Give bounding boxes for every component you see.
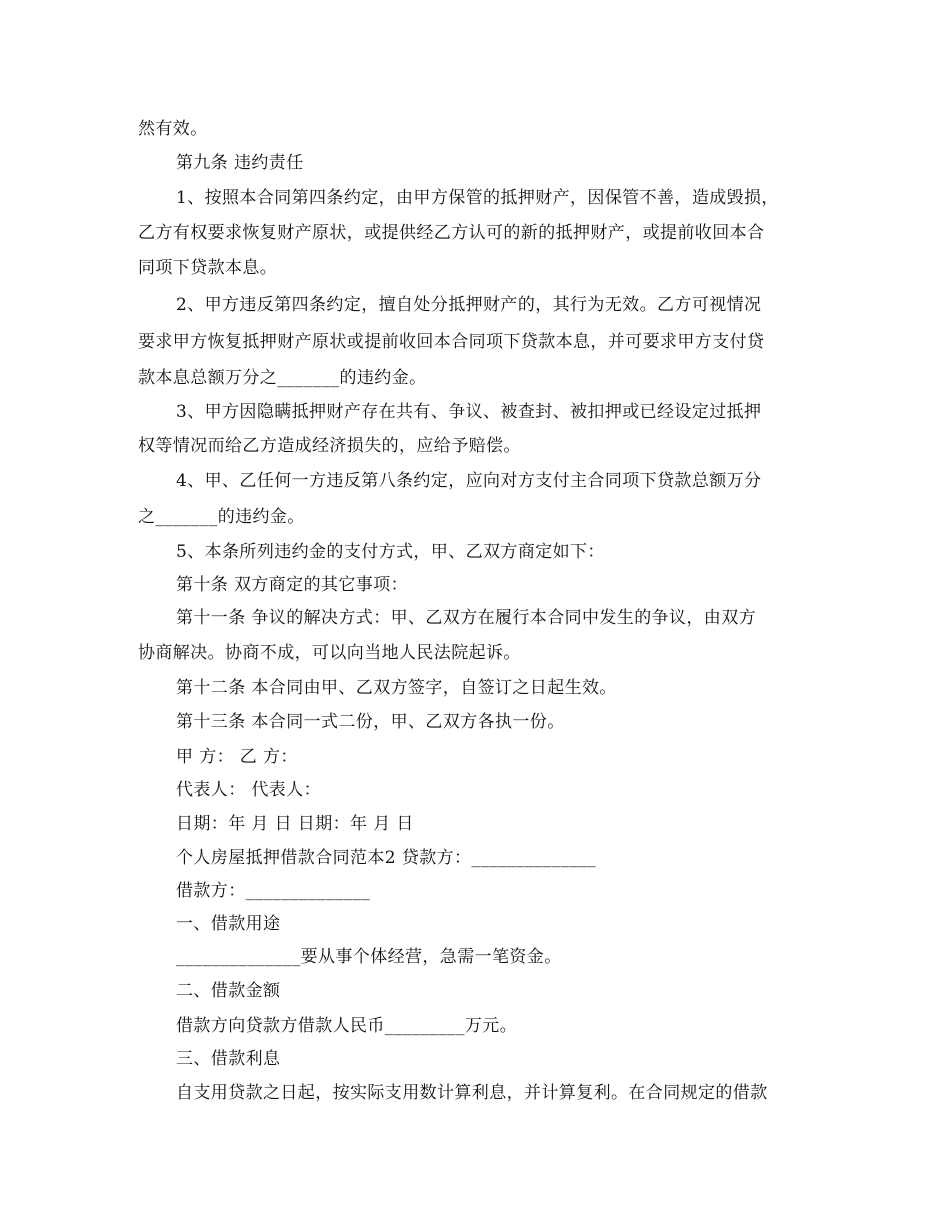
text-line: 第十一条 争议的解决方式：甲、乙双方在履行本合同中发生的争议，由双方 [176,608,757,628]
section-heading: 第九条 违约责任 [176,153,304,173]
text-line: 权等情况而给乙方造成经济损失的，应给予赔偿。 [138,436,521,456]
text-line: 协商解决。协商不成，可以向当地人民法院起诉。 [138,643,521,663]
text-line: ______________要从事个体经营，急需一笔资金。 [176,947,562,967]
text-line: 5、本条所列违约金的支付方式，甲、乙双方商定如下： [176,542,605,562]
text-line: 借款方向贷款方借款人民币_________万元。 [176,1016,518,1036]
section-heading: 第十条 双方商定的其它事项： [176,575,409,595]
text-line: 款本息总额万分之_______的违约金。 [138,368,427,388]
text-line: 同项下贷款本息。 [138,258,278,278]
text-line: 2、甲方违反第四条约定，擅自处分抵押财产的，其行为无效。乙方可视情况 [176,295,762,315]
text-line: 乙方有权要求恢复财产原状，或提供经乙方认可的新的抵押财产，或提前收回本合 [138,223,765,243]
text-line: 1、按照本合同第四条约定，由甲方保管的抵押财产，因保管不善，造成毁损， [176,188,779,208]
text-line: 自支用贷款之日起，按实际支用数计算利息，并计算复利。在合同规定的借款 [176,1083,768,1103]
text-line: 借款方：______________ [176,881,371,901]
text-line: 第十二条 本合同由甲、乙双方签字，自签订之日起生效。 [176,678,617,698]
signature-date-line: 日期：年 月 日 日期：年 月 日 [176,814,414,834]
contract-title-line: 个人房屋抵押借款合同范本2 贷款方：______________ [176,848,597,868]
text-line: 3、甲方因隐瞒抵押财产存在共有、争议、被查封、被扣押或已经设定过抵押 [176,402,762,422]
text-line: 要求甲方恢复抵押财产原状或提前收回本合同项下贷款本息，并可要求甲方支付贷 [138,332,765,352]
signature-party-line: 甲 方： 乙 方： [176,747,298,767]
section-heading: 二、借款金额 [176,981,281,1001]
text-line: 之_______的违约金。 [138,507,305,527]
text-line: 4、甲、乙任何一方违反第八条约定，应向对方支付主合同项下贷款总额万分 [176,471,762,491]
text-line: 然有效。 [138,119,208,139]
section-heading: 三、借款利息 [176,1049,281,1069]
signature-representative-line: 代表人： 代表人： [176,780,322,800]
text-line: 第十三条 本合同一式二份，甲、乙双方各执一份。 [176,712,565,732]
section-heading: 一、借款用途 [176,914,281,934]
